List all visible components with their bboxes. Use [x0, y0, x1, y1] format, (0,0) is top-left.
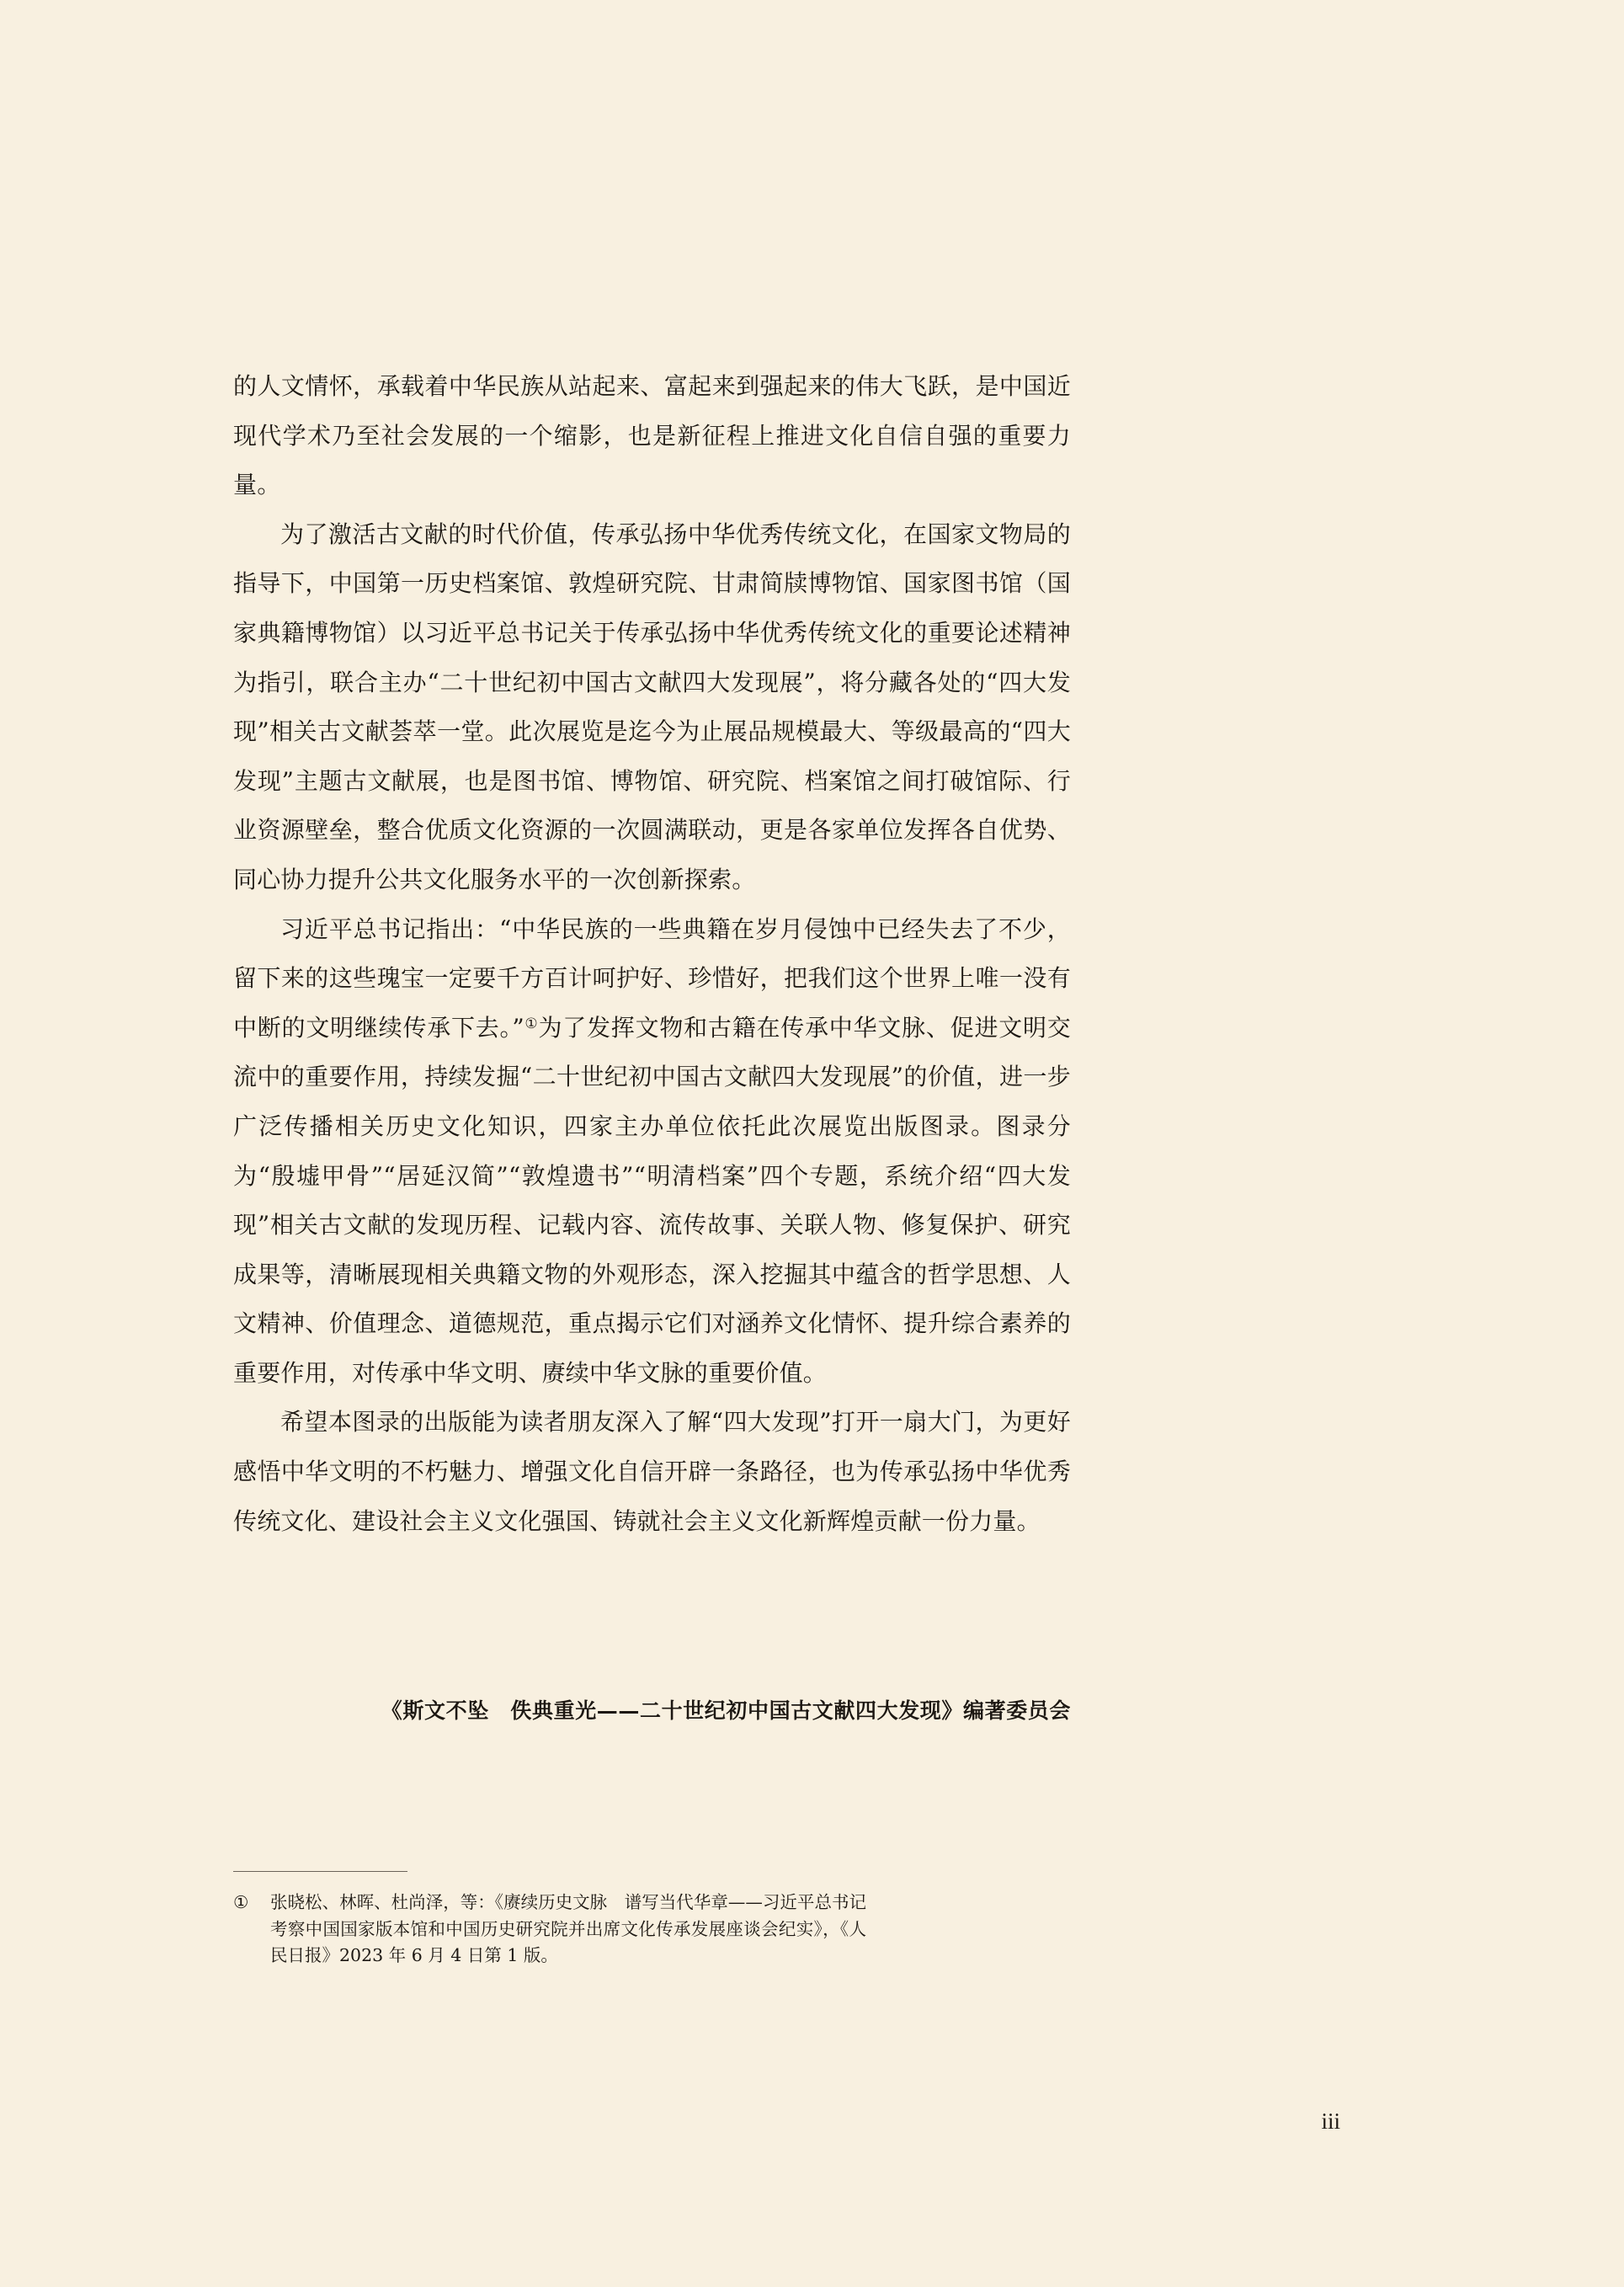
- body-text: [233, 362, 1071, 1546]
- footnote-mark: ①: [233, 1892, 249, 1912]
- paragraph-4: 希望本图录的出版能为读者朋友深入了解“四大发现”打开一扇大门，为更好感悟中华文明的不朽魅力、增强文化自信开辟一条路径，也为传承弘扬中华优秀传统文化、建设社会主义文化强国、铸就社会主义文化新辉煌贡献一份力量。: [233, 1408, 1071, 1535]
- footnote: [233, 1890, 865, 1970]
- paragraph-3: [233, 905, 1071, 1399]
- signature: 《斯文不坠 佚典重光——二十世纪初中国古文献四大发现》编著委员会: [381, 1698, 1071, 1723]
- footnote-text: 张晓松、林晖、杜尚泽，等：《赓续历史文脉 谱写当代华章——习近平总书记考察中国国家版本馆和中国历史研究院并出席文化传承发展座谈会纪实》，《人民日报》2023 年 6 月 4 日第 1 版。: [270, 1892, 866, 1965]
- paragraph-2: 为了激活古文献的时代价值，传承弘扬中华优秀传统文化，在国家文物局的指导下，中国第一历史档案馆、敦煌研究院、甘肃简牍博物馆、国家图书馆（国家典籍博物馆）以习近平总书记关于传承弘扬中华优秀传统文化的重要论述精神为指引，联合主办“二十世纪初中国古文献四大发现展”，将分藏各处的“四大发现”相关古文献荟萃一堂。此次展览是迄今为止展品规模最大、等级最高的“四大发现”主题古文献展，也是图书馆、博物馆、研究院、档案馆之间打破馆际、行业资源壁垒，整合优质文化资源的一次圆满联动，更是各家单位发挥各自优势、同心协力提升公共文化服务水平的一次创新探索。: [233, 520, 1071, 893]
- footnote-reference[interactable]: ①: [524, 1015, 539, 1032]
- paragraph-3-continued: 为了发挥文物和古籍在传承中华文脉、促进文明交流中的重要作用，持续发掘“二十世纪初中国古文献四大发现展”的价值，进一步广泛传播相关历史文化知识，四家主办单位依托此次展览出版图录。图录分为“殷墟甲骨”“居延汉简”“敦煌遗书”“明清档案”四个专题，系统介绍“四大发现”相关古文献的发现历程、记载内容、流传故事、关联人物、修复保护、研究成果等，清晰展现相关典籍文物的外观形态，深入挖掘其中蕴含的哲学思想、人文精神、价值理念、道德规范，重点揭示它们对涵养文化情怀、提升综合素养的重要作用，对传承中华文明、赓续中华文脉的重要价值。: [233, 1013, 1072, 1387]
- paragraph-1: 的人文情怀，承载着中华民族从站起来、富起来到强起来的伟大飞跃，是中国近现代学术乃至社会发展的一个缩影，也是新征程上推进文化自信自强的重要力量。: [233, 372, 1071, 499]
- page-number: iii: [1321, 2108, 1340, 2134]
- paragraph-3-quote: 习近平总书记指出：“中华民族的一些典籍在岁月侵蚀中已经失去了不少，留下来的这些瑰宝一定要千方百计呵护好、珍惜好，把我们这个世界上唯一没有中断的文明继续传承下去。”: [233, 914, 1071, 1042]
- footnote-divider: [233, 1871, 407, 1872]
